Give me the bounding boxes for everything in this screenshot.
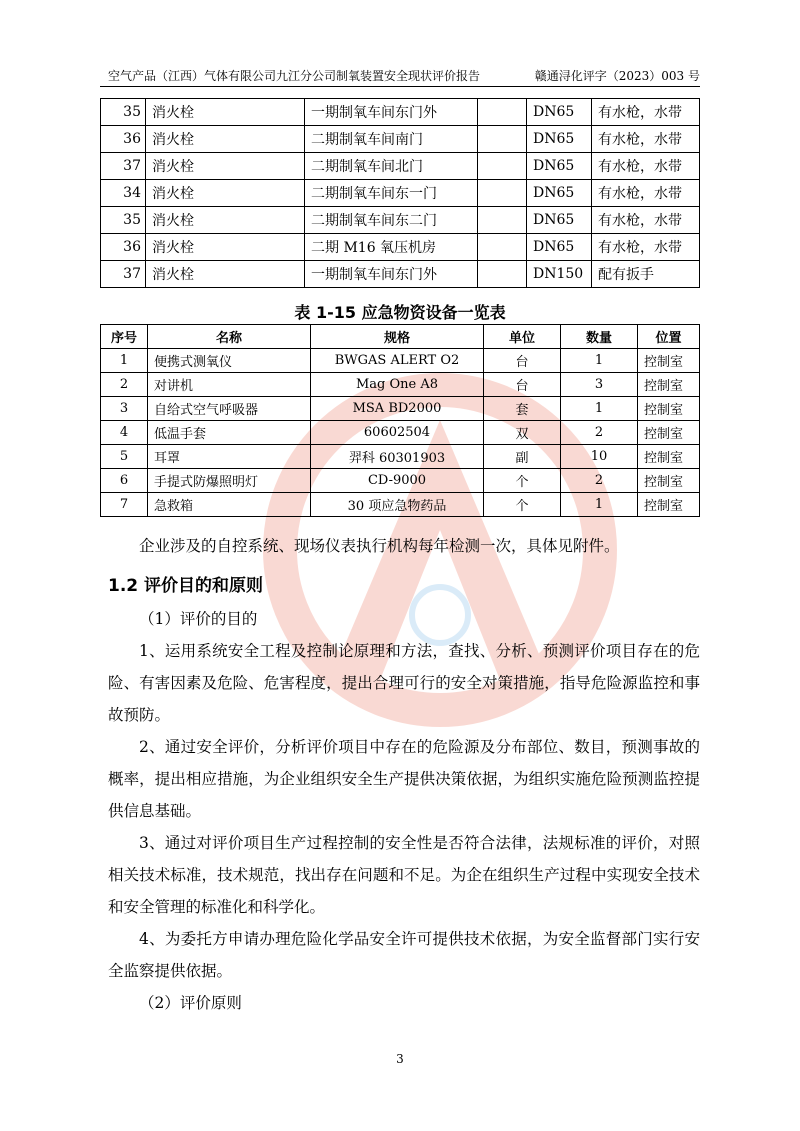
cell-location: 控制室 [638, 421, 700, 445]
cell-no: 37 [101, 261, 146, 288]
cell-size: DN65 [527, 207, 592, 234]
subheading-principles: （2）评价原则 [139, 994, 242, 1012]
cell-name: 消火栓 [146, 207, 305, 234]
header-report-title: 空气产品（江西）气体有限公司九江分公司制氧装置安全现状评价报告 [108, 69, 481, 83]
table-row [101, 349, 700, 373]
subheading-purpose: （1）评价的目的 [139, 610, 258, 628]
cell-spec: 60602504 [311, 421, 484, 445]
cell-name: 对讲机 [148, 373, 311, 397]
table-row [101, 373, 700, 397]
cell-name: 消火栓 [146, 126, 305, 153]
cell-name: 消火栓 [146, 261, 305, 288]
cell-size: DN65 [527, 234, 592, 261]
cell-location: 控制室 [638, 373, 700, 397]
cell-blank [478, 153, 527, 180]
cell-note: 配有扳手 [592, 261, 700, 288]
cell-qty: 3 [561, 373, 638, 397]
table-row [101, 99, 700, 126]
table-row [101, 126, 700, 153]
cell-size: DN65 [527, 180, 592, 207]
cell-note: 有水枪，水带 [592, 153, 700, 180]
table-row [101, 207, 700, 234]
cell-name: 自给式空气呼吸器 [148, 397, 311, 421]
purpose-item-2: 2、通过安全评价，分析评价项目中存在的危险源及分布部位、数目，预测事故的概率，提出相应措施，为企业组织安全生产提供决策依据，为组织实施危险预测监控提供信息基础。 [108, 738, 700, 820]
col-header-location: 位置 [638, 325, 700, 349]
cell-spec: MSA BD2000 [311, 397, 484, 421]
col-header-qty: 数量 [561, 325, 638, 349]
cell-name: 耳罩 [148, 445, 311, 469]
purpose-item-4: 4、为委托方申请办理危险化学品安全许可提供技术依据，为安全监督部门实行安全监察提供依据。 [108, 930, 700, 980]
cell-name: 急救箱 [148, 493, 311, 517]
table-row [101, 153, 700, 180]
cell-qty: 10 [561, 445, 638, 469]
cell-size: DN150 [527, 261, 592, 288]
cell-no: 5 [101, 445, 148, 469]
cell-name: 消火栓 [146, 234, 305, 261]
cell-blank [478, 234, 527, 261]
cell-size: DN65 [527, 126, 592, 153]
col-header-name: 名称 [148, 325, 311, 349]
section-title: 1.2 评价目的和原则 [108, 576, 264, 596]
table-header-row [101, 325, 700, 349]
emergency-equipment-table [100, 324, 700, 517]
note-paragraph [108, 530, 700, 562]
cell-size: DN65 [527, 153, 592, 180]
cell-no: 7 [101, 493, 148, 517]
cell-blank [478, 99, 527, 126]
table-row [101, 180, 700, 207]
table-row [101, 469, 700, 493]
cell-location: 一期制氧车间东门外 [305, 261, 478, 288]
cell-qty: 2 [561, 421, 638, 445]
cell-location: 二期制氧车间北门 [305, 153, 478, 180]
cell-location: 控制室 [638, 397, 700, 421]
cell-spec: 羿科 60301903 [311, 445, 484, 469]
cell-name: 消火栓 [146, 153, 305, 180]
cell-no: 34 [101, 180, 146, 207]
cell-name: 手提式防爆照明灯 [148, 469, 311, 493]
cell-blank [478, 126, 527, 153]
cell-no: 35 [101, 207, 146, 234]
table-row [101, 421, 700, 445]
cell-no: 1 [101, 349, 148, 373]
cell-unit: 套 [484, 397, 561, 421]
cell-unit: 台 [484, 349, 561, 373]
cell-size: DN65 [527, 99, 592, 126]
cell-note: 有水枪，水带 [592, 234, 700, 261]
section-body [108, 603, 700, 1019]
cell-note: 有水枪，水带 [592, 207, 700, 234]
table-row [101, 261, 700, 288]
cell-name: 低温手套 [148, 421, 311, 445]
table-row [101, 234, 700, 261]
cell-unit: 个 [484, 469, 561, 493]
cell-spec: CD-9000 [311, 469, 484, 493]
page-number: 3 [396, 1052, 404, 1066]
table-row [101, 445, 700, 469]
cell-no: 36 [101, 126, 146, 153]
cell-no: 37 [101, 153, 146, 180]
purpose-item-1: 1、运用系统安全工程及控制论原理和方法，查找、分析、预测评价项目存在的危险、有害因素及危险、危害程度，提出合理可行的安全对策措施，指导危险源监控和事故预防。 [108, 642, 700, 724]
cell-note: 有水枪，水带 [592, 180, 700, 207]
cell-no: 3 [101, 397, 148, 421]
hydrant-table [100, 98, 700, 288]
cell-location: 控制室 [638, 469, 700, 493]
cell-spec: Mag One A8 [311, 373, 484, 397]
col-header-unit: 单位 [484, 325, 561, 349]
col-header-spec: 规格 [311, 325, 484, 349]
cell-location: 一期制氧车间东门外 [305, 99, 478, 126]
header-report-number: 赣通浔化评字（2023）003 号 [534, 69, 700, 83]
cell-unit: 副 [484, 445, 561, 469]
cell-note: 有水枪，水带 [592, 126, 700, 153]
cell-note: 有水枪，水带 [592, 99, 700, 126]
table-row [101, 397, 700, 421]
cell-unit: 台 [484, 373, 561, 397]
cell-qty: 1 [561, 493, 638, 517]
cell-location: 控制室 [638, 493, 700, 517]
cell-location: 二期 M16 氧压机房 [305, 234, 478, 261]
cell-name: 消火栓 [146, 180, 305, 207]
cell-qty: 1 [561, 397, 638, 421]
cell-location: 控制室 [638, 349, 700, 373]
cell-blank [478, 180, 527, 207]
cell-no: 6 [101, 469, 148, 493]
cell-unit: 个 [484, 493, 561, 517]
cell-location: 控制室 [638, 445, 700, 469]
cell-no: 4 [101, 421, 148, 445]
cell-no: 36 [101, 234, 146, 261]
cell-no: 35 [101, 99, 146, 126]
cell-qty: 2 [561, 469, 638, 493]
cell-no: 2 [101, 373, 148, 397]
cell-name: 消火栓 [146, 99, 305, 126]
cell-location: 二期制氧车间东一门 [305, 180, 478, 207]
cell-qty: 1 [561, 349, 638, 373]
cell-spec: BWGAS ALERT O2 [311, 349, 484, 373]
table-row [101, 493, 700, 517]
cell-location: 二期制氧车间南门 [305, 126, 478, 153]
cell-blank [478, 207, 527, 234]
cell-location: 二期制氧车间东二门 [305, 207, 478, 234]
purpose-item-3: 3、通过对评价项目生产过程控制的安全性是否符合法律，法规标准的评价，对照相关技术标准，技术规范，找出存在问题和不足。为企在组织生产过程中实现安全技术和安全管理的标准化和科学化。 [108, 834, 700, 916]
cell-spec: 30 项应急物药品 [311, 493, 484, 517]
table-caption: 表 1-15 应急物资设备一览表 [294, 303, 506, 322]
col-header-no: 序号 [101, 325, 148, 349]
cell-name: 便携式测氧仪 [148, 349, 311, 373]
cell-unit: 双 [484, 421, 561, 445]
note-text: 企业涉及的自控系统、现场仪表执行机构每年检测一次，具体见附件。 [139, 537, 620, 555]
page-header [100, 66, 700, 87]
cell-blank [478, 261, 527, 288]
